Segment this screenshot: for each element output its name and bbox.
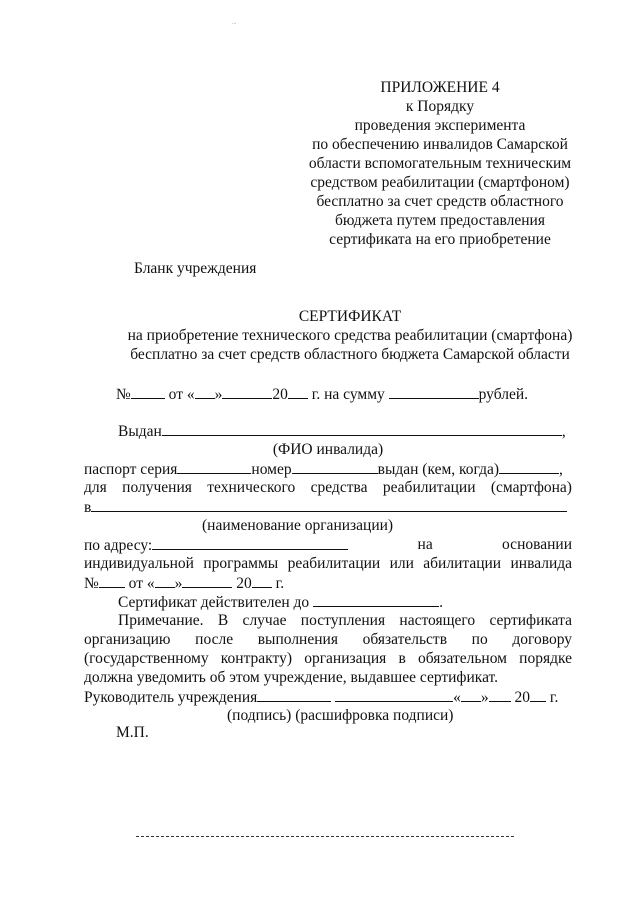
certificate-subtitle-1: на приобретение технического средства реабилитации (смартфона)	[127, 327, 573, 344]
appendix-line: проведения эксперимента	[354, 117, 526, 134]
issued-line: Выдан ,	[118, 423, 566, 440]
program-number-field[interactable]	[99, 573, 125, 588]
note-paragraph	[84, 611, 572, 687]
program-line: индивидуальной программы реабилитации или абилитации инвалида	[84, 555, 572, 572]
certificate-body	[84, 384, 572, 687]
purpose-line: для получения технического средства реабилитации (смартфона)	[84, 479, 572, 496]
number-field[interactable]	[131, 384, 165, 399]
program-month-field[interactable]	[182, 573, 232, 588]
certificate-heading: СЕРТИФИКАТ	[298, 308, 402, 325]
signature-month-field[interactable]	[489, 687, 511, 702]
appendix-line: по обеспечению инвалидов Самарской	[312, 136, 568, 153]
month-field[interactable]	[222, 384, 272, 399]
appendix-line: средством реабилитации (смартфоном)	[310, 174, 570, 191]
program-number-line: № от « » 20 г.	[84, 575, 285, 592]
fio-caption: (ФИО инвалида)	[272, 441, 384, 458]
sum-field[interactable]	[389, 384, 479, 399]
program-year-field[interactable]	[252, 573, 272, 588]
appendix-header	[290, 78, 590, 249]
recipient-name-field[interactable]	[162, 421, 562, 436]
org-caption: (наименование организации)	[202, 517, 394, 534]
passport-line: паспорт серия номер выдан (кем, когда) ,	[84, 461, 563, 478]
appendix-line: бюджета путем предоставления	[335, 212, 545, 229]
organization-field[interactable]	[91, 497, 567, 512]
dashed-separator	[136, 836, 514, 837]
corner-mark: ...	[232, 20, 237, 26]
note-text: Примечание. В случае поступления настоящего сертификата организацию после выполнения обязательств по договору (государственному контракту) организация в обязательном порядке должна уведомить об этом учреждение, выдавшее сертификат.	[84, 612, 572, 686]
appendix-line: области вспомогательным техническим	[308, 155, 572, 172]
appendix-line: к Порядку	[405, 98, 475, 115]
number-line: № от « » 20 г. на сумму рублей.	[116, 386, 529, 403]
signature-block	[84, 687, 584, 725]
appendix-line: сертификата на его приобретение	[329, 231, 551, 248]
certificate-subtitle-2: бесплатно за счет средств областного бюджета Самарской области	[130, 346, 570, 363]
passport-issued-field[interactable]	[499, 459, 559, 474]
address-line: по адресу: на основании	[84, 536, 572, 554]
program-day-field[interactable]	[155, 573, 175, 588]
signature-line: Руководитель учреждения « » 20 г.	[84, 689, 559, 706]
year-field[interactable]	[288, 384, 308, 399]
signature-field[interactable]	[257, 687, 331, 702]
address-field[interactable]	[152, 535, 348, 550]
institution-blank-label: Бланк учреждения	[134, 260, 257, 277]
appendix-line: бесплатно за счет средств областного	[316, 193, 564, 210]
certificate-title-block	[60, 307, 640, 364]
signature-caption: (подпись) (расшифровка подписи)	[227, 707, 454, 724]
seal-place-label: М.П.	[116, 724, 149, 741]
valid-until-field[interactable]	[313, 592, 439, 607]
signature-year-field[interactable]	[530, 687, 546, 702]
signature-decoding-field[interactable]	[335, 687, 453, 702]
passport-series-field[interactable]	[177, 459, 251, 474]
day-field[interactable]	[195, 384, 215, 399]
signature-day-field[interactable]	[461, 687, 481, 702]
appendix-line: ПРИЛОЖЕНИЕ 4	[380, 79, 500, 96]
passport-number-field[interactable]	[292, 459, 378, 474]
organization-line: в	[84, 497, 572, 516]
valid-until-line: Сертификат действителен до .	[118, 594, 443, 611]
